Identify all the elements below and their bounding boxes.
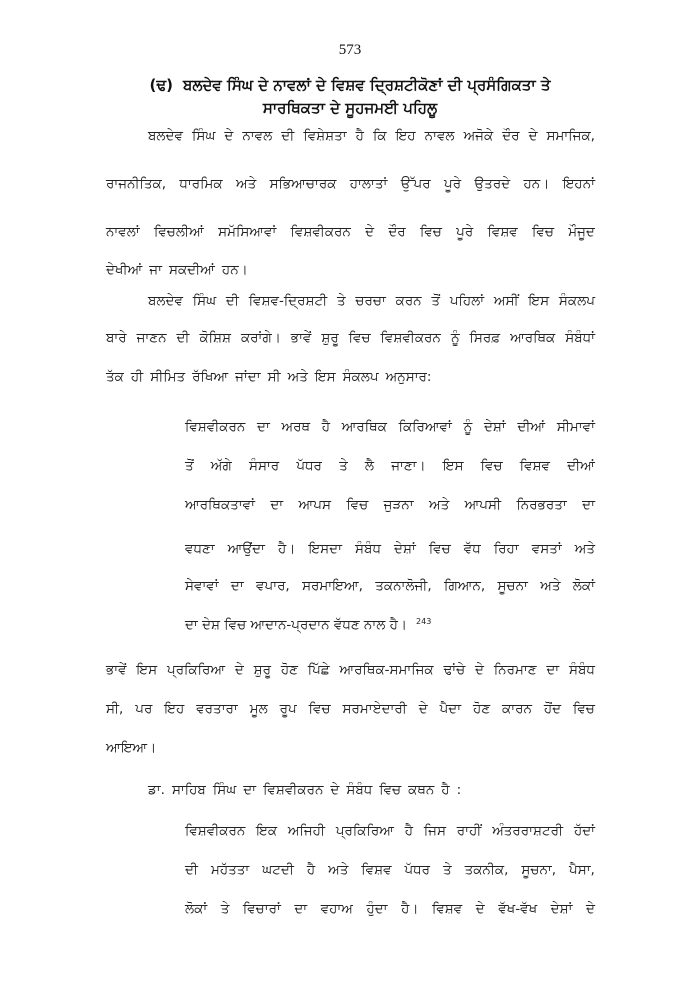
text-line bbox=[148, 782, 595, 798]
word: ਦੇ bbox=[475, 662, 484, 678]
word: ਤੇ bbox=[339, 458, 348, 474]
word: ਵਿਸ਼ਵ bbox=[519, 458, 550, 474]
word: ਵਸਤਾਂ bbox=[531, 541, 562, 557]
word: ਜਾਣਨ bbox=[136, 330, 167, 346]
word: ਦੇ bbox=[528, 128, 538, 144]
word: ਵਿਸ਼ਵ bbox=[487, 224, 518, 240]
heading-line-2: ਸਾਰਥਿਕਤਾ ਦੇ ਸੂਹਜਮਈ ਪਹਿਲੂ bbox=[262, 99, 438, 117]
word: ਕਾਰਨ bbox=[502, 701, 532, 717]
word: ਸੀਮਾਵਾਂ bbox=[556, 419, 595, 435]
word: ਸੰਬੰਧ bbox=[355, 541, 381, 557]
word: ਸੰਬੰਧ bbox=[346, 782, 373, 798]
word: ਇਸਦਾ bbox=[308, 541, 342, 557]
word: ਪੈਸਾ, bbox=[569, 862, 595, 878]
word: ਵਿਚਾਰਾਂ bbox=[242, 901, 281, 917]
word: ਸੰਬੰਧ bbox=[568, 662, 595, 678]
text-line bbox=[106, 662, 595, 678]
word: ਦਾ bbox=[582, 497, 595, 513]
text-line bbox=[106, 224, 595, 240]
word: ਉੱਪਰ bbox=[400, 176, 431, 192]
word: ਇਸ bbox=[442, 458, 464, 474]
word: ਚਰਚਾ bbox=[355, 293, 386, 309]
word: ਸਾਹਿਬ bbox=[171, 782, 206, 798]
word: ਆਪਸੀ bbox=[464, 497, 502, 513]
word: ਦੇ bbox=[475, 901, 485, 917]
word: ਹਨ। bbox=[523, 176, 550, 192]
word: ਵਿਚ bbox=[428, 541, 451, 557]
word: ਵਿਸ਼ਵ-ਦ੍ਰਿਸ਼ਟੀ bbox=[248, 293, 328, 309]
word: ਦੇਖੀਆਂ bbox=[106, 262, 143, 278]
word: ਘਟਦੀ bbox=[262, 862, 294, 878]
quote-line bbox=[185, 419, 595, 435]
word: ਵੱਖ-ਵੱਖ bbox=[498, 901, 538, 917]
word: ਹੈ bbox=[404, 823, 413, 839]
word: ਜੁੜਨਾ bbox=[383, 497, 414, 513]
heading-line-1 bbox=[130, 74, 570, 97]
word: ਰਾਹੀਂ bbox=[456, 823, 482, 839]
word: ਇਹਨਾਂ bbox=[562, 176, 595, 192]
word: ਸਿੰਘ bbox=[212, 782, 237, 798]
quote-line bbox=[185, 541, 595, 557]
word: ਦਾ bbox=[257, 419, 270, 435]
word: ਮਹੱਤਤਾ bbox=[210, 862, 250, 878]
word: ਵਿਚਲੀਆਂ bbox=[153, 224, 204, 240]
word: ਸਮਾਜਿਕ, bbox=[546, 128, 595, 144]
word: ਡਾ. bbox=[148, 782, 165, 798]
word: ਪੂਰੇ bbox=[456, 224, 474, 240]
word: ਅਤੇ bbox=[574, 541, 595, 557]
word: ਦੇ bbox=[234, 662, 244, 678]
word: ਹੈ bbox=[321, 419, 331, 435]
word: ਰੱਖਿਆ bbox=[192, 369, 229, 385]
word: ਕਿ bbox=[372, 128, 387, 144]
page-number: 573 bbox=[338, 42, 362, 58]
word: ਵਿਸ਼ਵ bbox=[361, 862, 392, 878]
word: ਅਰਥ bbox=[281, 419, 311, 435]
word: ਸੰਸਾਰ bbox=[248, 458, 280, 474]
word: ਪੱਧਰ bbox=[296, 458, 322, 474]
word: ਅਤੇ bbox=[328, 862, 349, 878]
word: ਦੀ bbox=[225, 293, 239, 309]
word: ਅੱਗੇ bbox=[210, 458, 232, 474]
word: ਦਾ bbox=[243, 782, 257, 798]
word: ਸਿਰਫ਼ bbox=[469, 330, 501, 346]
word: ਸੀ bbox=[267, 369, 281, 385]
word: ਵਿਚ bbox=[346, 497, 369, 513]
word: ਆਰਥਿਕ bbox=[510, 330, 556, 346]
word: ਸੇਵਾਵਾਂ bbox=[185, 578, 219, 594]
word: ਸਕਦੀਆਂ bbox=[168, 262, 215, 278]
word: ਵਿਸ਼ਵੀਕਰਨ bbox=[263, 782, 324, 798]
quote-line bbox=[185, 901, 595, 917]
word: ਵਹਾਅ bbox=[320, 901, 353, 917]
word: ਅਜਿਹੀ bbox=[287, 823, 326, 839]
word: ਕਥਨ bbox=[408, 782, 435, 798]
word: ਪਿੱਛੇ bbox=[307, 662, 330, 678]
word: ਜਿਸ bbox=[423, 823, 446, 839]
word: ਦੇਸ਼ਾਂ bbox=[550, 901, 573, 917]
word: ਕਿਰਿਆਵਾਂ bbox=[398, 419, 452, 435]
word: ਦੌਰ bbox=[502, 128, 520, 144]
word: ਬਲਦੇਵ bbox=[148, 128, 183, 144]
word: ਦੇਸ਼ਾਂ bbox=[394, 541, 416, 557]
text-line bbox=[106, 176, 595, 192]
word: ਸ਼ੁਰੂ bbox=[321, 330, 339, 346]
word: ਦੀਆਂ bbox=[517, 419, 546, 435]
heading-marker: (ਢ) bbox=[149, 76, 173, 94]
word: ਹੈ bbox=[441, 782, 450, 798]
word: ਨਾਵਲ bbox=[242, 128, 273, 144]
word: ਸੰਬੰਧਾਂ bbox=[565, 330, 595, 346]
word: ਇਸ bbox=[528, 293, 550, 309]
word: ਜਾਂਦਾ bbox=[235, 369, 261, 385]
word: ਵਿਸ਼ਵ bbox=[431, 901, 463, 917]
word: ਦੇਸ਼ਾਂ bbox=[483, 419, 506, 435]
word: ਲੋਕਾਂ bbox=[572, 578, 595, 594]
word: ਤੇ bbox=[443, 862, 452, 878]
section-heading bbox=[130, 74, 570, 120]
word: ਵਿਚ bbox=[419, 224, 442, 240]
word: ਮੌਜੂਦ bbox=[568, 224, 595, 240]
word: ਪੂਰੇ bbox=[443, 176, 462, 192]
word: ਇਸ bbox=[314, 369, 336, 385]
word: ਦਾ bbox=[294, 901, 308, 917]
word: ਸਰਮਾਏਦਾਰੀ bbox=[342, 701, 407, 717]
word: ਇਹ bbox=[164, 701, 185, 717]
word: ਲੋਕਾਂ bbox=[185, 901, 208, 917]
word: ਇਸ bbox=[136, 662, 158, 678]
word: ਦੀ bbox=[185, 862, 199, 878]
quote-text: ਦਾ ਦੇਸ਼ ਵਿਚ ਆਦਾਨ-ਪ੍ਰਦਾਨ ਵੱਧਣ ਨਾਲ ਹੈ। bbox=[185, 617, 408, 633]
word: ਦੇ bbox=[224, 128, 234, 144]
word: ਸਭਿਆਚਾਰਕ bbox=[269, 176, 337, 192]
word: ਰਿਹਾ bbox=[493, 541, 519, 557]
word: ਧਾਰਮਿਕ bbox=[179, 176, 223, 192]
word: ਵਧਣਾ bbox=[185, 541, 215, 557]
text-line bbox=[148, 128, 595, 144]
word: ਮੂਲ bbox=[249, 701, 268, 717]
word: ਹੋਣ bbox=[280, 662, 298, 678]
word: ਦਾ bbox=[270, 497, 284, 513]
word: ਤੇ bbox=[336, 293, 346, 309]
word: ਆਰਥਿਕ bbox=[341, 419, 387, 435]
text-line bbox=[106, 740, 595, 756]
word: ਨਿਰਮਾਣ bbox=[493, 662, 537, 678]
word: ਜਾ bbox=[149, 262, 162, 278]
word: ਹਾਲਾਤਾਂ bbox=[349, 176, 388, 192]
word: ਅਤੇ bbox=[540, 578, 561, 594]
word: ਭਾਵੇਂ bbox=[290, 330, 312, 346]
word: ਦੇ bbox=[585, 901, 595, 917]
word: ਵਿਚ bbox=[348, 330, 371, 346]
word: ਹੁੰਦਾ bbox=[366, 901, 388, 917]
word: ਦੌਰ bbox=[388, 224, 406, 240]
word: ਸੀ, bbox=[106, 701, 124, 717]
word: ਵਪਾਰ, bbox=[256, 578, 290, 594]
word: ਪਹਿਲਾਂ bbox=[449, 293, 485, 309]
word: ਵਿਸ਼ਵੀਕਰਨ bbox=[185, 823, 246, 839]
text-line bbox=[106, 262, 595, 278]
word: ਜਾਣਾ। bbox=[391, 458, 426, 474]
word: ਸਰਮਾਇਆ, bbox=[302, 578, 363, 594]
word: ਨਾਵਲਾਂ bbox=[106, 224, 140, 240]
text-line bbox=[148, 293, 595, 309]
word: ਵਰਤਾਰਾ bbox=[196, 701, 238, 717]
word: ਨਾਵਲ bbox=[424, 128, 455, 144]
quote-line bbox=[185, 458, 595, 474]
word: ਤੱਕ bbox=[106, 369, 124, 385]
word: ਨੂੰ bbox=[450, 330, 460, 346]
word: ਪਰ bbox=[135, 701, 153, 717]
word: ਆਰਥਿਕਤਾਵਾਂ bbox=[185, 497, 255, 513]
word: ਰੂਪ bbox=[279, 701, 297, 717]
word: ਵਿਸ਼ੇਸ਼ਤਾ bbox=[303, 128, 347, 144]
word: ਦੇ bbox=[365, 224, 375, 240]
word: ਪ੍ਰਕਿਰਿਆ bbox=[335, 823, 394, 839]
word: ਹੋਣ bbox=[473, 701, 491, 717]
quote-line bbox=[185, 497, 595, 513]
word: ਉਤਰਦੇ bbox=[474, 176, 511, 192]
word: ਸ਼ੁਰੂ bbox=[253, 662, 271, 678]
word: ਤਕਨਾਲੋਜੀ, bbox=[375, 578, 432, 594]
quote-line bbox=[185, 823, 595, 839]
word: ਦੇ bbox=[330, 782, 340, 798]
word: ਸਮੱਸਿਆਵਾਂ bbox=[218, 224, 277, 240]
word: ਦੀ bbox=[176, 330, 190, 346]
word: ਦਾ bbox=[230, 578, 244, 594]
word: ਦੇ bbox=[418, 701, 428, 717]
word: ਆਉਂਦਾ bbox=[227, 541, 265, 557]
word: ਹਨ। bbox=[221, 262, 248, 278]
text-line bbox=[106, 330, 595, 346]
word: ਸੰਕਲਪ bbox=[558, 293, 595, 309]
word: ਪੈਦਾ bbox=[439, 701, 462, 717]
word: ਦੀ bbox=[281, 128, 295, 144]
word: ਬਾਰੇ bbox=[106, 330, 127, 346]
quote-line bbox=[185, 862, 595, 878]
word: ਵਿਚ bbox=[532, 224, 554, 240]
word: ਇਹ bbox=[395, 128, 416, 144]
word: ਵਿਸ਼ਵੀਕਰਨ bbox=[380, 330, 441, 346]
word: ਨੂੰ bbox=[463, 419, 473, 435]
word: ਅੰਤਰਰਾਸ਼ਟਰੀ bbox=[492, 823, 564, 839]
word: ਤੋਂ bbox=[185, 458, 194, 474]
word: ਅਨੁਸਾਰ: bbox=[385, 369, 432, 385]
word: ਪ੍ਰਕਿਰਿਆ bbox=[166, 662, 226, 678]
word: ਸੂਚਨਾ bbox=[497, 578, 528, 594]
word: ਲੈ bbox=[364, 458, 375, 474]
word: ਨਿਰਭਰਤਾ bbox=[516, 497, 567, 513]
word: ਤਕਨੀਕ, bbox=[464, 862, 509, 878]
word: ਅਤੇ bbox=[287, 369, 308, 385]
word: ਵਿਚ bbox=[308, 701, 331, 717]
word: ਸੀਮਿਤ bbox=[150, 369, 186, 385]
quote-line bbox=[185, 617, 595, 633]
word: ਵਿਸ਼ਵੀਕਰਨ bbox=[290, 224, 351, 240]
word: ਆਇਆ। bbox=[106, 740, 157, 756]
heading-text-1: ਬਲਦੇਵ ਸਿੰਘ ਦੇ ਨਾਵਲਾਂ ਦੇ ਵਿਸ਼ਵ ਦ੍ਰਿਸ਼ਟੀਕੋਣਾਂ ਦੀ ਪ੍ਰਸੰਗਿਕਤਾ ਤੇ bbox=[182, 76, 551, 94]
word: ਅਤੇ bbox=[428, 497, 450, 513]
word: ਹੱਦਾਂ bbox=[573, 823, 595, 839]
word: ਅਤੇ bbox=[235, 176, 257, 192]
word: ਹੈ bbox=[355, 128, 364, 144]
word: ਅਸੀਂ bbox=[493, 293, 519, 309]
word: ਸਿੰਘ bbox=[192, 293, 217, 309]
word: ਗਿਆਨ, bbox=[444, 578, 486, 594]
word: ਦੀਆਂ bbox=[567, 458, 595, 474]
word: ਦਾ bbox=[546, 662, 560, 678]
word: ਆਪਸ bbox=[298, 497, 331, 513]
word: ਸੰਕਲਪ bbox=[342, 369, 379, 385]
text-line bbox=[106, 369, 595, 385]
word: ਸਿੰਘ bbox=[191, 128, 216, 144]
text-line bbox=[106, 701, 595, 717]
footnote-ref: 243 bbox=[416, 617, 432, 626]
word: ਵਿਚ bbox=[480, 458, 503, 474]
word: ਆਰਥਿਕ-ਸਮਾਜਿਕ bbox=[339, 662, 434, 678]
word: ਵੱਧ bbox=[463, 541, 481, 557]
word: ਤੋਂ bbox=[431, 293, 441, 309]
word: ਕੋਸ਼ਿਸ਼ bbox=[199, 330, 231, 346]
word: ਢਾਂਚੇ bbox=[443, 662, 466, 678]
quote-line bbox=[185, 578, 595, 594]
word: ਪੱਧਰ bbox=[404, 862, 431, 878]
word: ਭਾਵੇਂ bbox=[106, 662, 127, 678]
word: ਵਿਚ bbox=[573, 701, 595, 717]
word: ਕਰਾਂਗੇ। bbox=[240, 330, 281, 346]
word: ਵਿਚ bbox=[379, 782, 402, 798]
word: ਬਲਦੇਵ bbox=[148, 293, 183, 309]
word: ਵਿਸ਼ਵੀਕਰਨ bbox=[185, 419, 246, 435]
word: ਹੈ bbox=[306, 862, 316, 878]
word: ਤੇ bbox=[220, 901, 230, 917]
word: ਹੀ bbox=[130, 369, 144, 385]
word: ਹੈ। bbox=[401, 901, 419, 917]
word: ਅਜੋਕੇ bbox=[463, 128, 494, 144]
word: : bbox=[456, 782, 462, 798]
word: ਹੈ। bbox=[277, 541, 296, 557]
word: ਹੋਂਦ bbox=[543, 701, 562, 717]
word: ਸੂਚਨਾ, bbox=[521, 862, 557, 878]
word: ਰਾਜਨੀਤਿਕ, bbox=[106, 176, 167, 192]
word: ਕਰਨ bbox=[395, 293, 422, 309]
word: ਇਕ bbox=[256, 823, 278, 839]
